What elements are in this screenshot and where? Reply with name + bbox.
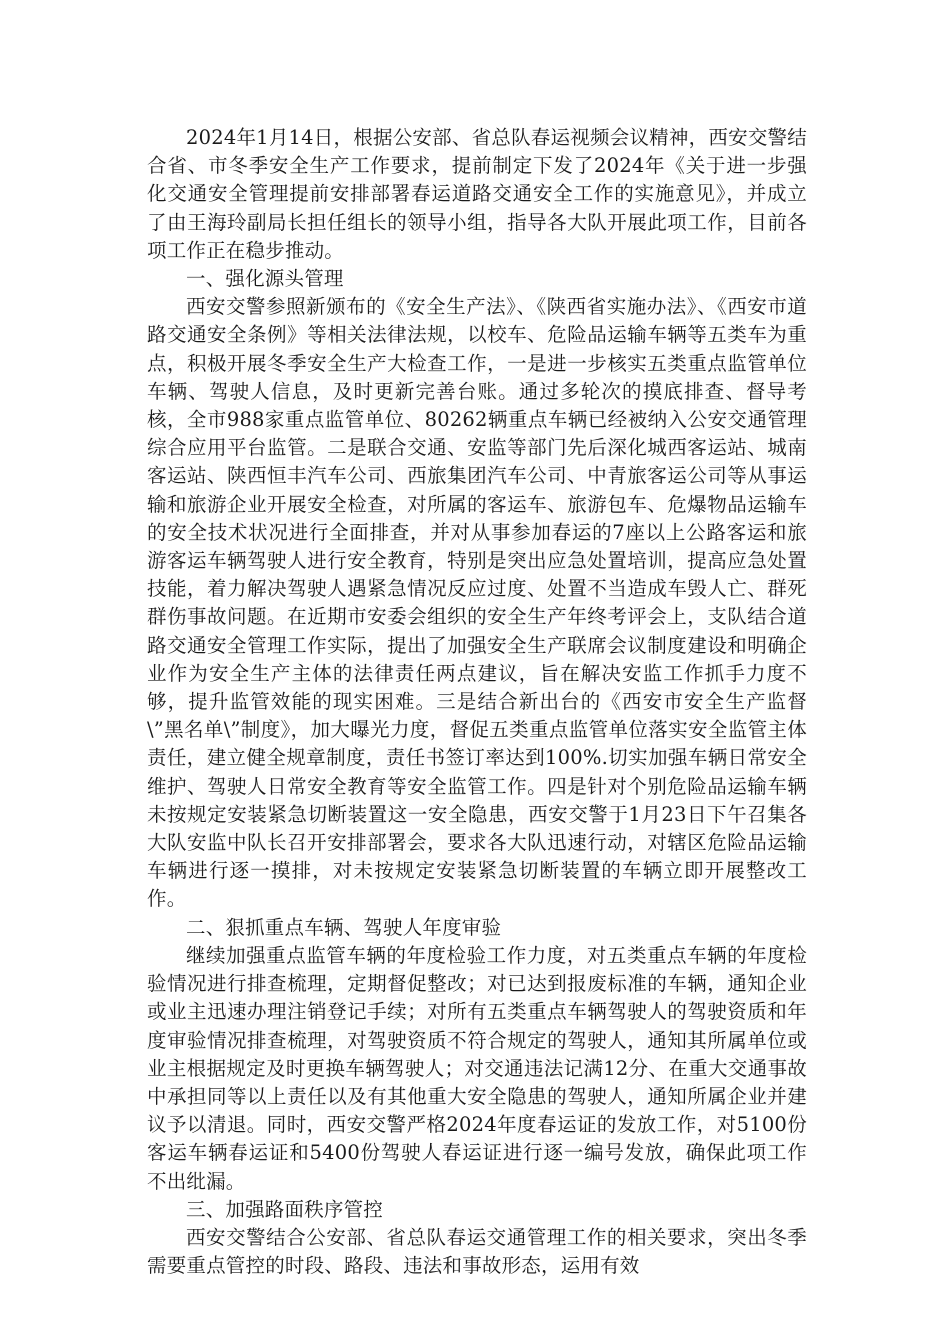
- section-3-paragraph: 西安交警结合公安部、省总队春运交通管理工作的相关要求，突出冬季需要重点管控的时段、路段、违法和事故形态，运用有效: [147, 1225, 807, 1278]
- intro-paragraph: 2024年1月14日，根据公安部、省总队春运视频会议精神，西安交警结合省、市冬季安全生产工作要求，提前制定下发了2024年《关于进一步强化交通安全管理提前安排部署春运道路交通安全工作的实施意见》，并成立了由王海玲副局长担任组长的领导小组，指导各大队开展此项工作，目前各项工作正在稳步推动。: [147, 126, 807, 262]
- section-1-heading: 一、强化源头管理: [186, 267, 344, 291]
- section-2-paragraph: 继续加强重点监管车辆的年度检验工作力度，对五类重点车辆的年度检验情况进行排查梳理，定期督促整改；对已达到报废标准的车辆，通知企业或业主迅速办理注销登记手续；对所有五类重点车辆驾驶人的驾驶资质和年度审验情况排查梳理，对驾驶资质不符合规定的驾驶人，通知其所属单位或业主根据规定及时更换车辆驾驶人；对交通违法记满12分、在重大交通事故中承担同等以上责任以及有其他重大安全隐患的驾驶人，通知所属企业并建议予以清退。同时，西安交警严格2024年度春运证的发放工作，对5100份客运车辆春运证和5400份驾驶人春运证进行逐一编号发放，确保此项工作不出纰漏。: [147, 943, 807, 1193]
- document-body: [147, 124, 807, 1280]
- section-2-heading: 二、狠抓重点车辆、驾驶人年度审验: [186, 915, 502, 939]
- section-1-paragraph: 西安交警参照新颁布的《安全生产法》、《陕西省实施办法》、《西安市道路交通安全条例》等相关法律法规，以校车、危险品运输车辆等五类车为重点，积极开展冬季安全生产大检查工作，一是进一步核实五类重点监管单位车辆、驾驶人信息，及时更新完善台账。通过多轮次的摸底排查、督导考核，全市988家重点监管单位、80262辆重点车辆已经被纳入公安交通管理综合应用平台监管。二是联合交通、安监等部门先后深化城西客运站、城南客运站、陕西恒丰汽车公司、西旅集团汽车公司、中青旅客运公司等从事运输和旅游企业开展安全检查，对所属的客运车、旅游包车、危爆物品运输车的安全技术状况进行全面排查，并对从事参加春运的7座以上公路客运和旅游客运车辆驾驶人进行安全教育，特别是突出应急处置培训，提高应急处置技能，着力解决驾驶人遇紧急情况反应过度、处置不当造成车毁人亡、群死群伤事故问题。在近期市安委会组织的安全生产年终考评会上，支队结合道路交通安全管理工作实际，提出了加强安全生产联席会议制度建设和明确企业作为安全生产主体的法律责任两点建议，旨在解决安监工作抓手力度不够，提升监管效能的现实困难。三是结合新出台的《西安市安全生产监督\”黑名单\”制度》，加大曝光力度，督促五类重点监管单位落实安全监管主体责任，建立健全规章制度，责任书签订率达到100%.切实加强车辆日常安全维护、驾驶人日常安全教育等安全监管工作。四是针对个别危险品运输车辆未按规定安装紧急切断装置这一安全隐患，西安交警于1月23日下午召集各大队安监中队长召开安排部署会，要求各大队迅速行动，对辖区危险品运输车辆进行逐一摸排，对未按规定安装紧急切断装置的车辆立即开展整改工作。: [147, 295, 807, 911]
- section-3-heading: 三、加强路面秩序管控: [186, 1197, 384, 1221]
